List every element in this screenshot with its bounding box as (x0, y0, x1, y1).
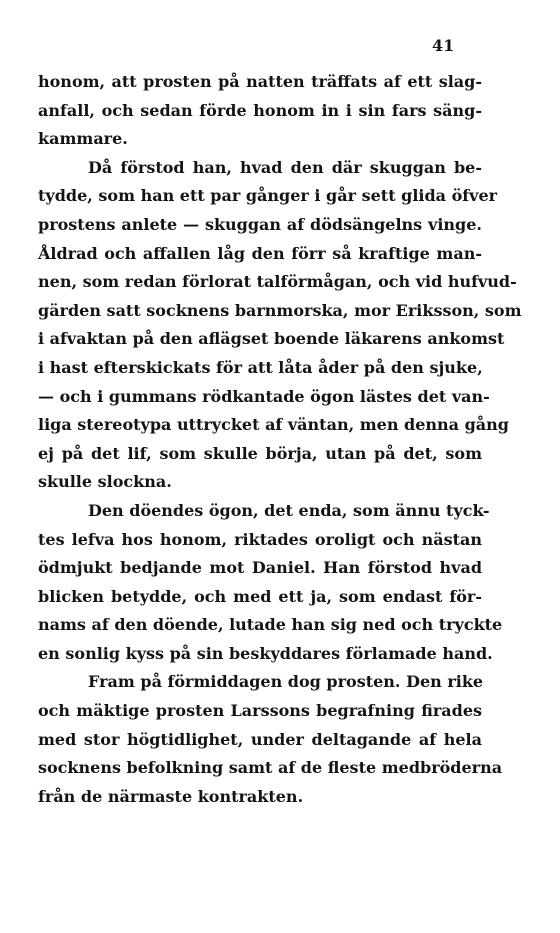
text-line: tydde, som han ett par gånger i går sett glida öfver (38, 186, 498, 206)
text-line: Åldrad och affallen låg den förr så kraftige man- (38, 243, 482, 263)
text-line: en sonlig kyss på sin beskyddares förlamade hand. (38, 643, 493, 663)
text-line: nen, som redan förlorat talförmågan, och vid hufvud- (38, 272, 517, 292)
text-line: honom, att prosten på natten träffats af ett slag- (38, 72, 482, 91)
text-line: blicken betydde, och med ett ja, som endast för- (38, 586, 482, 606)
text-line: och mäktige prosten Larssons begrafning firades (38, 701, 482, 721)
text-line: prostens anlete — skuggan af dödsängelns vinge. (38, 214, 482, 234)
page-number: 41 (432, 36, 455, 55)
text-line: Fram på förmiddagen dog prosten. Den rike (88, 672, 484, 692)
text-line: socknens befolkning samt af de fleste medbröderna (38, 758, 503, 778)
text-line: — och i gummans rödkantade ögon lästes det van- (38, 386, 490, 406)
text-line: Den döendes ögon, det enda, som ännu tyck- (88, 500, 490, 520)
text-line: Då förstod han, hvad den där skuggan be- (88, 157, 482, 177)
text-line: ej på det lif, som skulle börja, utan på det, som (38, 443, 482, 463)
text-line: med stor högtidlighet, under deltagande af hela (38, 729, 482, 749)
text-line: tes lefva hos honom, riktades oroligt och nästan (38, 529, 482, 549)
text-line: i afvaktan på den aflägset boende läkarens ankomst (38, 329, 505, 349)
text-line: ödmjukt bedjande mot Daniel. Han förstod hvad (38, 558, 482, 578)
text-line: kammare. (38, 129, 128, 149)
text-line: gärden satt socknens barnmorska, mor Eriksson, som (38, 300, 522, 320)
body-text (38, 68, 522, 811)
text-line: från de närmaste kontrakten. (38, 786, 304, 806)
text-line: anfall, och sedan förde honom in i sin fars säng- (38, 100, 482, 120)
text-line: liga stereotypa uttrycket af väntan, men denna gång (38, 415, 509, 435)
text-line: i hast efterskickats för att låta åder på den sjuke, (38, 357, 483, 377)
text-line: nams af den döende, lutade han sig ned och tryckte (38, 615, 503, 635)
text-line: skulle slockna. (38, 472, 172, 492)
